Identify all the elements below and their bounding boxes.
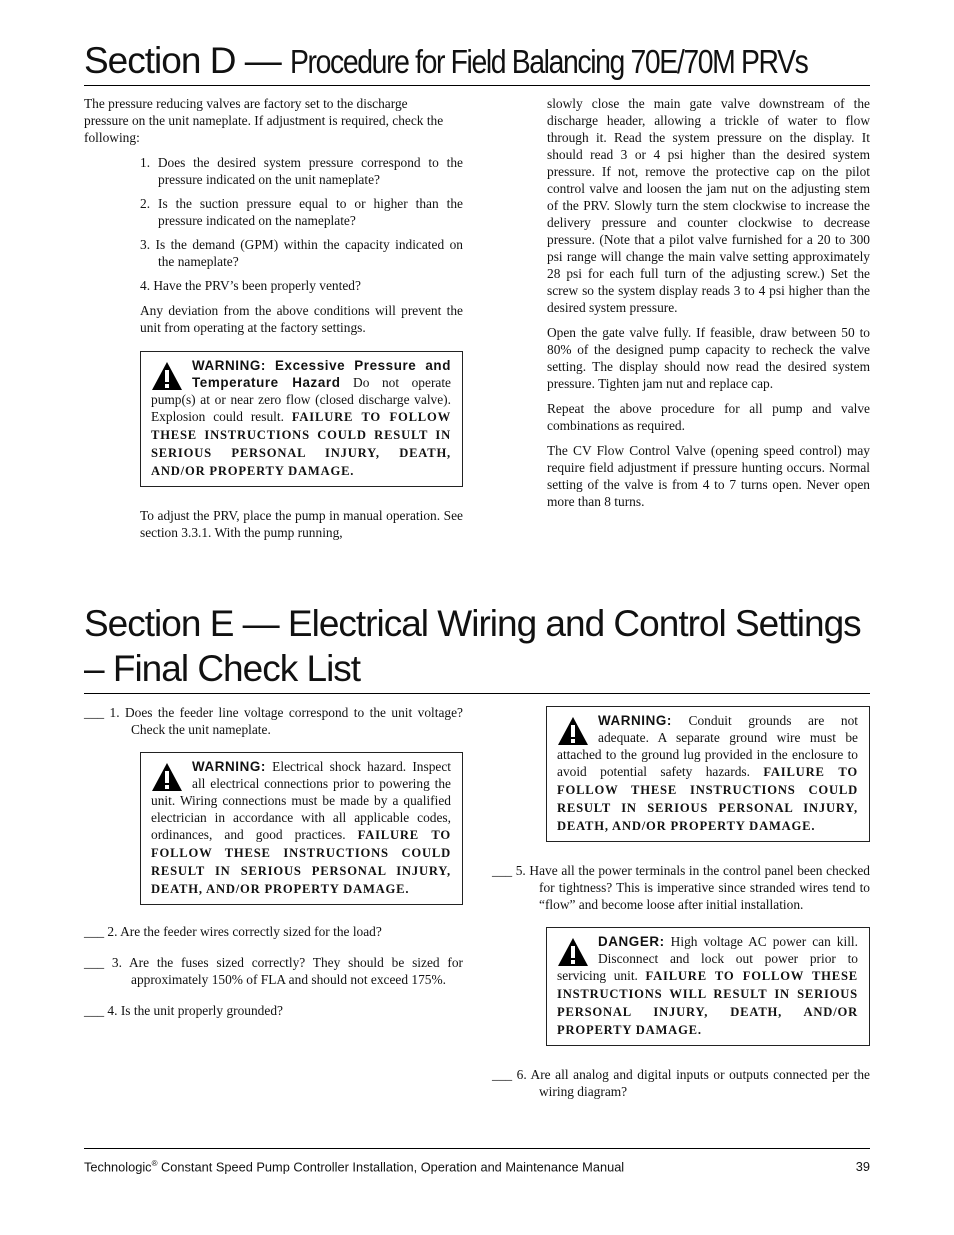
adjust-paragraph: To adjust the PRV, place the pump in manual operation. See section 3.3.1. With the pump running, (140, 508, 463, 540)
warning-heading: WARNING: (192, 759, 266, 774)
footer-title (84, 1159, 624, 1174)
section-e-title: Section E — Electrical Wiring and Control Settings – Final Check List (84, 601, 870, 694)
checklist-item: ___ 2. Are the feeder wires correctly sized for the load? (84, 924, 382, 939)
warning-failure-text: FAILURE TO FOLLOW THESE INSTRUCTIONS COULD RESULT IN SERIOUS PERSONAL INJURY, DEATH, AND/OR PROPERTY DAMAGE. (151, 410, 451, 478)
warning-icon (151, 762, 183, 792)
warning-box-pressure (140, 351, 463, 487)
danger-box (546, 927, 870, 1046)
section-d-title (84, 40, 870, 86)
warning-heading: WARNING: (598, 713, 672, 728)
deviation-paragraph: Any deviation from the above conditions will prevent the unit from operating at the factory settings. (140, 303, 463, 335)
registered-mark: ® (151, 1159, 158, 1168)
danger-failure-text: FAILURE TO FOLLOW THESE INSTRUCTIONS WILL RESULT IN SERIOUS PERSONAL INJURY, DEATH, AND/OR PROPERTY DAMAGE. (557, 969, 858, 1037)
warning-icon (557, 716, 589, 746)
warning-box-ground (546, 706, 870, 842)
checklist-item: ___ 5. Have all the power terminals in the control panel been checked for tightness? This is imperative since stranded wires tend to “flow” and become loose after initial installation. (492, 863, 870, 912)
procedure-paragraph: Open the gate valve fully. If feasible, draw between 50 to 80% of the designed pump capacity to recheck the valve setting. The display should now read the desired system pressure. Tighten jam nut and replace cap. (547, 325, 870, 391)
danger-heading: DANGER: (598, 934, 665, 949)
section-d-left-intro (84, 95, 446, 154)
warning-heading: WARNING: Excessive Pressure and Temperature Hazard (192, 358, 451, 390)
section-d-left-column (140, 154, 463, 549)
warning-failure-text: FAILURE TO FOLLOW THESE INSTRUCTIONS COULD RESULT IN SERIOUS PERSONAL INJURY, DEATH, AND/OR PROPERTY DAMAGE. (557, 765, 858, 833)
footer-brand: Technologic (84, 1159, 152, 1175)
warning-body: Electrical shock hazard. Inspect all electrical connections prior to powering the unit. Wiring connections must be made by a qualified electrician in accordance with all applicable codes, ordinances, and good practices. (151, 759, 451, 842)
section-d-label: Section D — (84, 40, 290, 81)
intro-paragraph: The pressure reducing valves are factory set to the discharge pressure on the unit nameplate. If adjustment is required, check the following: (84, 96, 444, 145)
check-item: 3. Is the demand (GPM) within the capacity indicated on the nameplate? (140, 237, 463, 269)
warning-icon (151, 361, 183, 391)
check-item: 1. Does the desired system pressure correspond to the pressure indicated on the unit nameplate? (140, 155, 463, 187)
check-item: 2. Is the suction pressure equal to or higher than the pressure indicated on the nameplate? (140, 196, 463, 228)
warning-body: Do not operate pump(s) at or near zero flow (closed discharge valve). Explosion could result. (151, 375, 452, 424)
checklist-item: ___ 6. Are all analog and digital inputs or outputs connected per the wiring diagram? (492, 1067, 870, 1099)
footer-text: Constant Speed Pump Controller Installation, Operation and Maintenance Manual (157, 1159, 625, 1175)
section-d-subtitle: Procedure for Field Balancing 70E/70M PRVs (289, 43, 808, 80)
page-number: 39 (855, 1159, 870, 1174)
section-d-right-column (547, 95, 870, 518)
checklist-item: ___ 1. Does the feeder line voltage correspond to the unit voltage? Check the unit nameplate. (84, 705, 463, 737)
danger-body: High voltage AC power can kill. Disconnect and lock out power prior to servicing unit. (557, 934, 858, 983)
procedure-paragraph: The CV Flow Control Valve (opening speed control) may require field adjustment if pressure hunting occurs. Normal setting of the valve is from 4 to 7 turns open. Never open more than 8 turns. (547, 443, 870, 509)
checklist-item: ___ 4. Is the unit properly grounded? (84, 1003, 283, 1018)
warning-icon (557, 937, 589, 967)
footer-rule (84, 1148, 870, 1149)
procedure-paragraph: Repeat the above procedure for all pump and valve combinations as required. (547, 401, 870, 433)
checklist-item: ___ 3. Are the fuses sized correctly? They should be sized for approximately 150% of FLA and should not exceed 175%. (84, 955, 463, 987)
warning-box-shock (140, 752, 463, 905)
section-e-left-column (84, 704, 463, 1027)
section-e-right-column (492, 706, 870, 1108)
procedure-paragraph: slowly close the main gate valve downstream of the discharge header, allowing a trickle of water to flow through it. Read the system pressure on the display. It should read 3 or 4 psi higher than the desired system pressure. If not, remove the protective cap on the pilot control valve and loosen the jam nut on the adjusting stem of the PRV. Slowly turn the stem clockwise to increase the delivery pressure and counter clockwise to decrease pressure. (Note that a pilot valve furnished for a 20 to 300 psi range will change the main valve setting approximately 28 psi for each full turn of the adjusting screw.) Set the screw so the system display reads 3 to 4 psi higher than the desired system pressure. (547, 96, 870, 315)
warning-failure-text: FAILURE TO FOLLOW THESE INSTRUCTIONS COULD RESULT IN SERIOUS PERSONAL INJURY, DEATH, AND/OR PROPERTY DAMAGE. (151, 828, 451, 896)
warning-body: Conduit grounds are not adequate. A separate ground wire must be attached to the ground lug provided in the enclosure to avoid potential safety hazards. (557, 713, 858, 779)
check-item: 4. Have the PRV’s been properly vented? (140, 278, 361, 293)
